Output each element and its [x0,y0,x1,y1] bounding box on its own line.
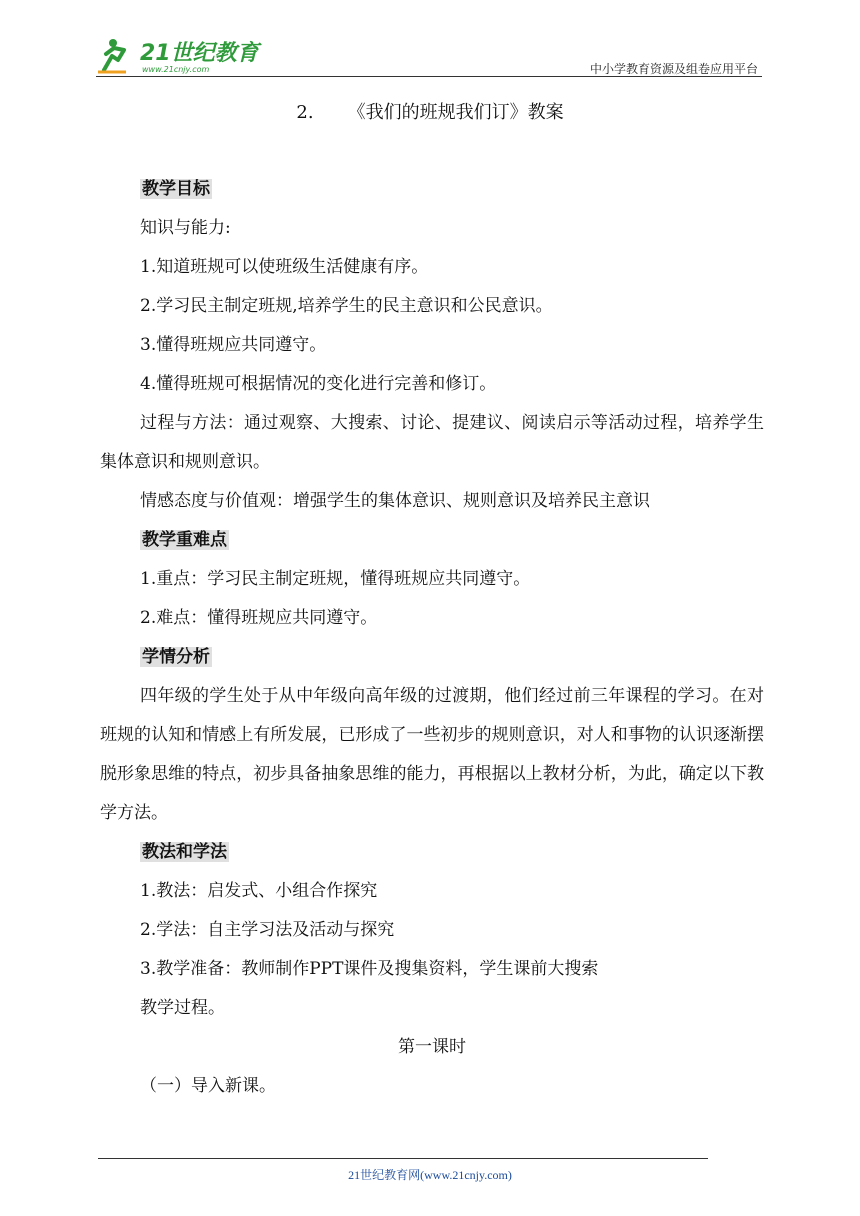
document-title [0,98,860,124]
footer-link[interactable]: 21世纪教育网(www.21cnjy.com) [348,1168,512,1182]
logo-text: 21世纪教育 [140,41,259,66]
goal-item: 3.懂得班规应共同遵守。 [140,335,327,355]
goal-item: 1.知道班规可以使班级生活健康有序。 [140,257,429,277]
key-point-item: 2.难点：懂得班规应共同遵守。 [140,608,378,628]
document-body [100,170,764,1106]
process-label: 教学过程。 [140,998,225,1018]
analysis-paragraph: 四年级的学生处于从中年级向高年级的过渡期，他们经过前三年课程的学习。在对班规的认知和情感上有所发展，已形成了一些初步的规则意识，对人和事物的认识逐渐摆脱形象思维的特点，初步具备抽象思维的能力，再根据以上教材分析，为此，确定以下教学方法。 [100,686,764,823]
goal-item: 4.懂得班规可根据情况的变化进行完善和修订。 [140,374,497,394]
header-tagline: 中小学教育资源及组卷应用平台 [589,62,758,76]
key-point-item: 1.重点：学习民主制定班规，懂得班规应共同遵守。 [140,569,531,589]
intro-item: （一）导入新课。 [140,1076,276,1096]
logo-url: www.21cnjy.com [142,65,210,74]
method-item: 1.教法：启发式、小组合作探究 [140,881,378,901]
process-paragraph: 过程与方法：通过观察、大搜索、讨论、提建议、阅读启示等活动过程，培养学生集体意识和规则意识。 [100,413,764,472]
heading-goals: 教学目标 [142,179,210,199]
title-number: 2. [296,102,314,123]
page-header [96,30,762,80]
method-item: 2.学法：自主学习法及活动与探究 [140,920,395,940]
title-text: 《我们的班规我们订》教案 [347,102,564,123]
method-item: 3.教学准备：教师制作PPT课件及搜集资料，学生课前大搜索 [140,959,599,979]
footer-divider [98,1158,708,1159]
lesson-heading: 第一课时 [398,1037,466,1057]
heading-key-points: 教学重难点 [142,530,227,550]
goals-subheading: 知识与能力: [140,218,231,238]
heading-methods: 教法和学法 [142,842,227,862]
heading-analysis: 学情分析 [142,647,210,667]
goal-item: 2.学习民主制定班规,培养学生的民主意识和公民意识。 [140,296,553,316]
attitude-paragraph: 情感态度与价值观：增强学生的集体意识、规则意识及培养民主意识 [140,491,650,511]
21cnjy-logo [96,30,266,76]
header-divider [96,76,762,77]
